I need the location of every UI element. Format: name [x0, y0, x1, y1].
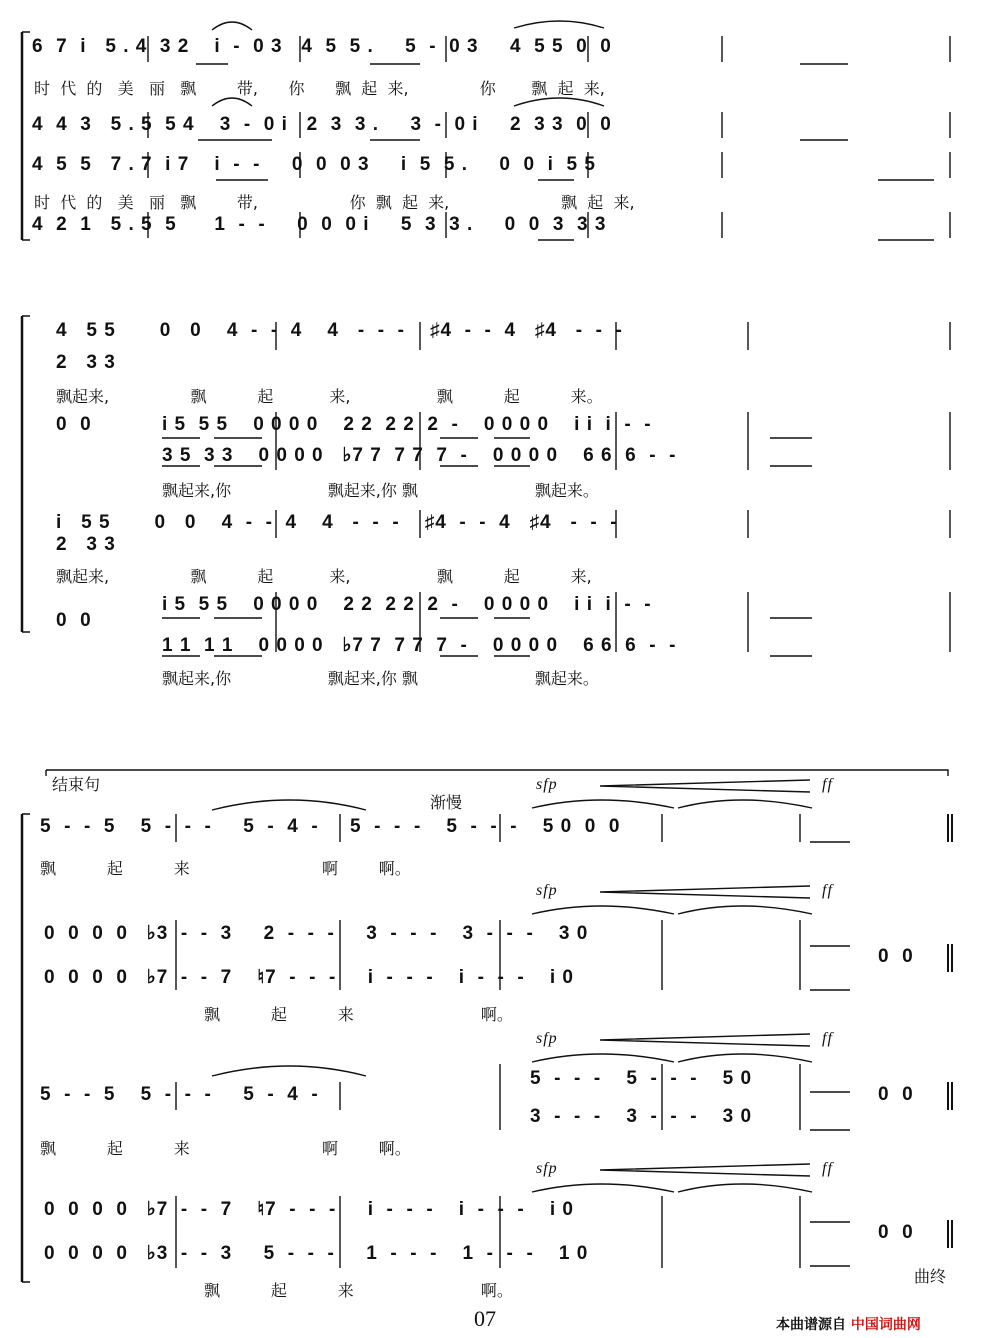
s2-alto-a: i 5 5 5 0 0 0 0 2 2 2 2 2 - 0 0 0 0 i i i - - — [162, 414, 652, 435]
s2-alto-b: 3 5 3 3 0 0 0 0 ♭7 7 7 7 7 - 0 0 0 0 6 6 6 - - — [162, 445, 677, 466]
bass-line-1: 4 2 1 5 . 5 5 1 - - 0 0 0 i 5 3 3 . 0 0 3 3 3 — [32, 214, 607, 235]
dyn-ff-4: ff — [822, 1160, 833, 1177]
s2-upper-b: 2 3 3 — [56, 352, 116, 373]
s2-upper-a: 4 5 5 0 0 4 - - 4 4 - - - ♯4 - - 4 ♯4 - - - — [56, 320, 623, 341]
s2-lyric-1: 飘起来, 飘 起 来, 飘 起 来。 — [56, 387, 603, 406]
ending-label: 结束句 — [52, 775, 101, 794]
dyn-sfp-2: sfp — [536, 882, 558, 899]
s3-tenor-b: 3 - - - 3 - - - 3 0 — [530, 1106, 753, 1127]
fine-marking: 曲终 — [914, 1267, 947, 1286]
s2-alto-rest: 0 0 — [56, 414, 92, 435]
site-name[interactable]: 中国词曲网 — [850, 1317, 921, 1333]
tenor-lyric-1: 时 代 的 美 丽 飘 带, 你 飘 起 来, 飘 起 来, — [34, 193, 635, 212]
s2-lyric-2: 飘起来,你 飘起来,你 飘 飘起来。 — [162, 481, 599, 500]
dyn-ff-2: ff — [822, 882, 833, 899]
s2-lyric-4: 飘起来,你 飘起来,你 飘 飘起来。 — [162, 669, 599, 688]
s3-lyric-1: 飘 起 来 啊 啊。 — [40, 859, 411, 878]
s2-bass-rest: 0 0 — [56, 610, 92, 631]
alto-line-1: 4 4 3 5 . 5 5 4 3 - 0 i 2 3 3 . 3 - 0 i 2 3 3 0 0 — [32, 114, 612, 135]
s3-alto-a: 0 0 0 0 ♭3 - - 3 2 - - - 3 - - - 3 - - - 3 0 — [44, 923, 589, 944]
tenor-line-1: 4 5 5 7 . 7 i 7 i - - 0 0 0 3 i 5 5 . 0 0 i 5 5 — [32, 154, 596, 175]
s3-tenor: 5 - - 5 5 - - - 5 - 4 - — [40, 1084, 319, 1105]
soprano-line-1: 6 7 i 5 . 4 3 2 i - 0 3 4 5 5 . 5 - 0 3 4 5 5 0 0 — [32, 36, 612, 57]
s2-bass-b: 1 1 1 1 0 0 0 0 ♭7 7 7 7 7 - 0 0 0 0 6 6 6 - - — [162, 635, 677, 656]
s2-lyric-3: 飘起来, 飘 起 来, 飘 起 来, — [56, 567, 592, 586]
s3-lyric-2: 飘 起 来 啊。 — [204, 1005, 513, 1024]
dyn-ff-3: ff — [822, 1030, 833, 1047]
s2-bass-a: i 5 5 5 0 0 0 0 2 2 2 2 2 - 0 0 0 0 i i i - - — [162, 594, 652, 615]
s3-bass-b: 0 0 0 0 ♭3 - - 3 5 - - - 1 - - - 1 - - - 1 0 — [44, 1243, 589, 1264]
s3-tenor-rest: 0 0 — [878, 1084, 914, 1105]
s3-bass-rest: 0 0 — [878, 1222, 914, 1243]
s3-lyric-3: 飘 起 来 啊 啊。 — [40, 1139, 411, 1158]
dyn-sfp-1: sfp — [536, 776, 558, 793]
s3-bass-a: 0 0 0 0 ♭7 - - 7 ♮7 - - - i - - - i - - - i 0 — [44, 1199, 574, 1220]
s3-lyric-4: 飘 起 来 啊。 — [204, 1281, 513, 1300]
tempo-marking: 渐慢 — [430, 793, 463, 812]
dyn-sfp-4: sfp — [536, 1160, 558, 1177]
s3-alto-rest: 0 0 — [878, 946, 914, 967]
s3-tenor-a: 5 - - - 5 - - - 5 0 — [530, 1068, 753, 1089]
s2-tenor-a: i 5 5 0 0 4 - - 4 4 - - - ♯4 - - 4 ♯4 - - - — [56, 512, 618, 533]
s3-alto-b: 0 0 0 0 ♭7 - - 7 ♮7 - - - i - - - i - - - i 0 — [44, 967, 574, 988]
s2-tenor-b: 2 3 3 — [56, 534, 116, 555]
dyn-sfp-3: sfp — [536, 1030, 558, 1047]
page-number: 07 — [474, 1306, 496, 1331]
s3-soprano: 5 - - 5 5 - - - 5 - 4 - 5 - - - 5 - - - 5 0 0 0 — [40, 816, 621, 837]
soprano-lyric-1: 时 代 的 美 丽 飘 带, 你 飘 起 来, 你 飘 起 来, — [34, 79, 605, 98]
dyn-ff-1: ff — [822, 776, 833, 793]
source-credit: 本曲谱源自 中国词曲网 — [776, 1317, 921, 1333]
